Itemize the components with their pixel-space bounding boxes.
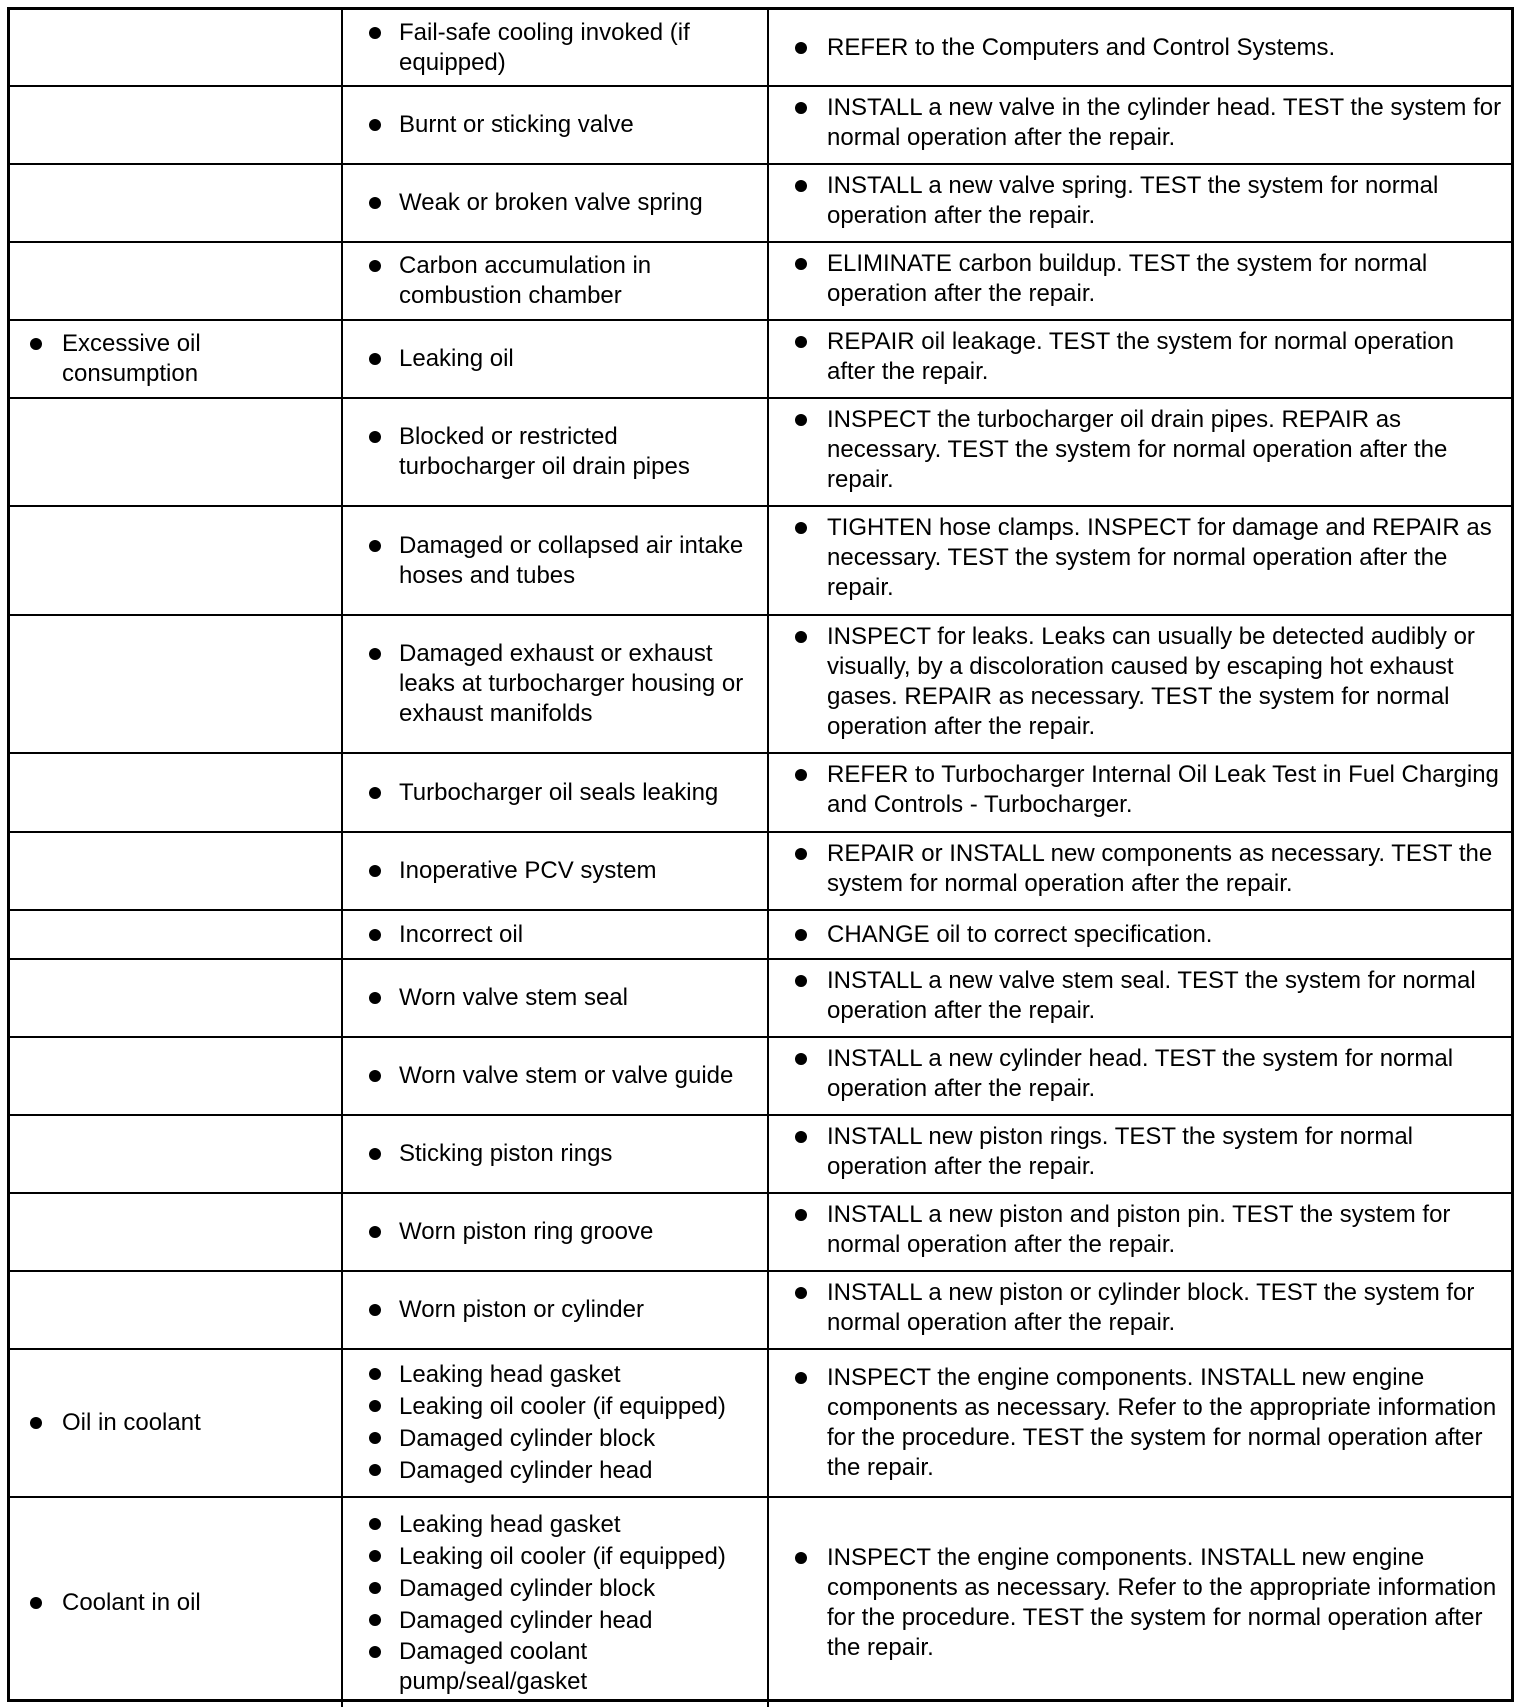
cause-item: Weak or broken valve spring [369,188,703,218]
action-cell [769,1498,1511,1707]
action-cell [769,960,1511,1036]
cause-item: Worn piston ring groove [369,1217,653,1247]
action-item: INSPECT the engine components. INSTALL new engine components as necessary. Refer to the appropriate information for the procedure. TEST the system for normal operation after the repair. [795,1543,1503,1663]
action-cell [769,507,1511,614]
cause-item: Incorrect oil [369,920,523,950]
action-item: ELIMINATE carbon buildup. TEST the system for normal operation after the repair. [795,249,1503,309]
action-cell [769,616,1511,752]
condition-cell [10,1038,343,1114]
action-cell [769,243,1511,319]
cause-item: Damaged cylinder head [369,1455,726,1487]
table-row [10,10,1511,87]
table-row [10,321,1511,399]
cause-cell [343,616,769,752]
action-item: REFER to Turbocharger Internal Oil Leak Test in Fuel Charging and Controls - Turbocharger. [795,760,1503,820]
action-item: REFER to the Computers and Control Systems. [795,33,1335,63]
cause-item: Worn piston or cylinder [369,1295,644,1325]
action-item: INSPECT the engine components. INSTALL new engine components as necessary. Refer to the appropriate information for the procedure. TEST the system for normal operation after the repair. [795,1363,1503,1483]
cause-cell [343,507,769,614]
condition-item: Coolant in oil [30,1588,201,1618]
table-row [10,1116,1511,1194]
cause-item: Leaking oil [369,344,514,374]
cause-cell [343,1038,769,1114]
condition-item: Excessive oil consumption [30,329,252,389]
cause-cell [343,1116,769,1192]
cause-item: Turbocharger oil seals leaking [369,778,718,808]
action-item: INSTALL a new valve spring. TEST the system for normal operation after the repair. [795,171,1503,231]
cause-cell [343,399,769,505]
action-cell [769,87,1511,163]
cause-cell [343,243,769,319]
condition-item: Oil in coolant [30,1408,201,1438]
action-item: REPAIR oil leakage. TEST the system for normal operation after the repair. [795,327,1503,387]
condition-cell [10,87,343,163]
cause-cell [343,911,769,958]
action-item: INSPECT for leaks. Leaks can usually be detected audibly or visually, by a discoloration caused by escaping hot exhaust gases. REPAIR as necessary. TEST the system for normal operation after the repair. [795,622,1503,742]
cause-item: Damaged or collapsed air intake hoses and tubes [369,531,759,591]
table-row [10,87,1511,165]
table-row [10,1350,1511,1498]
action-item: INSTALL a new valve stem seal. TEST the system for normal operation after the repair. [795,966,1503,1026]
condition-cell [10,833,343,909]
condition-cell [10,1194,343,1270]
condition-cell [10,321,343,397]
cause-cell [343,87,769,163]
diagnosis-table [7,7,1514,1702]
cause-cell [343,10,769,85]
action-item: INSTALL a new valve in the cylinder head. TEST the system for normal operation after the repair. [795,93,1503,153]
condition-cell [10,399,343,505]
action-item: CHANGE oil to correct specification. [795,920,1212,950]
action-cell [769,399,1511,505]
table-row [10,165,1511,243]
condition-cell [10,1272,343,1348]
action-cell [769,1272,1511,1348]
cause-cell [343,1194,769,1270]
table-row [10,507,1511,616]
table-row [10,399,1511,507]
table-row [10,960,1511,1038]
action-item: TIGHTEN hose clamps. INSPECT for damage and REPAIR as necessary. TEST the system for normal operation after the repair. [795,513,1503,603]
condition-cell [10,960,343,1036]
condition-cell [10,754,343,831]
condition-cell [10,1116,343,1192]
cause-item: Leaking head gasket [369,1359,726,1391]
action-item: REPAIR or INSTALL new components as necessary. TEST the system for normal operation after the repair. [795,839,1503,899]
cause-item: Damaged exhaust or exhaust leaks at turbocharger housing or exhaust manifolds [369,639,759,729]
action-cell [769,1038,1511,1114]
condition-cell [10,165,343,241]
action-cell [769,1350,1511,1496]
condition-cell [10,243,343,319]
cause-item: Blocked or restricted turbocharger oil drain pipes [369,422,759,482]
cause-item: Damaged cylinder head [369,1605,726,1637]
action-cell [769,754,1511,831]
condition-cell [10,1350,343,1496]
condition-cell [10,507,343,614]
cause-item: Inoperative PCV system [369,856,656,886]
table-row [10,1272,1511,1350]
action-cell [769,10,1511,85]
cause-cell [343,754,769,831]
cause-item: Damaged coolant pump/seal/gasket [369,1637,649,1697]
cause-item: Leaking oil cooler (if equipped) [369,1541,726,1573]
action-cell [769,911,1511,958]
cause-cell [343,833,769,909]
table-row [10,833,1511,911]
table-row [10,754,1511,833]
action-item: INSTALL new piston rings. TEST the system for normal operation after the repair. [795,1122,1503,1182]
table-row [10,1038,1511,1116]
table-row [10,243,1511,321]
condition-cell [10,1498,343,1707]
cause-item: Damaged cylinder block [369,1573,726,1605]
cause-item: Sticking piston rings [369,1139,612,1169]
action-item: INSPECT the turbocharger oil drain pipes. REPAIR as necessary. TEST the system for normal operation after the repair. [795,405,1503,495]
condition-cell [10,10,343,85]
cause-item: Fail-safe cooling invoked (if equipped) [369,18,759,78]
cause-cell [343,960,769,1036]
table-row [10,616,1511,754]
cause-item: Damaged cylinder block [369,1423,726,1455]
action-cell [769,1116,1511,1192]
condition-cell [10,616,343,752]
cause-item: Burnt or sticking valve [369,110,634,140]
action-cell [769,833,1511,909]
cause-item: Worn valve stem seal [369,983,628,1013]
table-row [10,911,1511,960]
cause-item: Leaking oil cooler (if equipped) [369,1391,726,1423]
cause-cell [343,1350,769,1496]
cause-cell [343,1498,769,1707]
action-item: INSTALL a new piston or cylinder block. TEST the system for normal operation after the repair. [795,1278,1503,1338]
action-cell [769,321,1511,397]
cause-cell [343,321,769,397]
action-cell [769,1194,1511,1270]
action-item: INSTALL a new cylinder head. TEST the system for normal operation after the repair. [795,1044,1503,1104]
table-row [10,1498,1511,1707]
cause-item: Worn valve stem or valve guide [369,1061,733,1091]
cause-cell [343,165,769,241]
action-item: INSTALL a new piston and piston pin. TEST the system for normal operation after the repair. [795,1200,1503,1260]
cause-item: Leaking head gasket [369,1509,726,1541]
table-row [10,1194,1511,1272]
action-cell [769,165,1511,241]
cause-cell [343,1272,769,1348]
cause-item: Carbon accumulation in combustion chamber [369,251,759,311]
condition-cell [10,911,343,958]
